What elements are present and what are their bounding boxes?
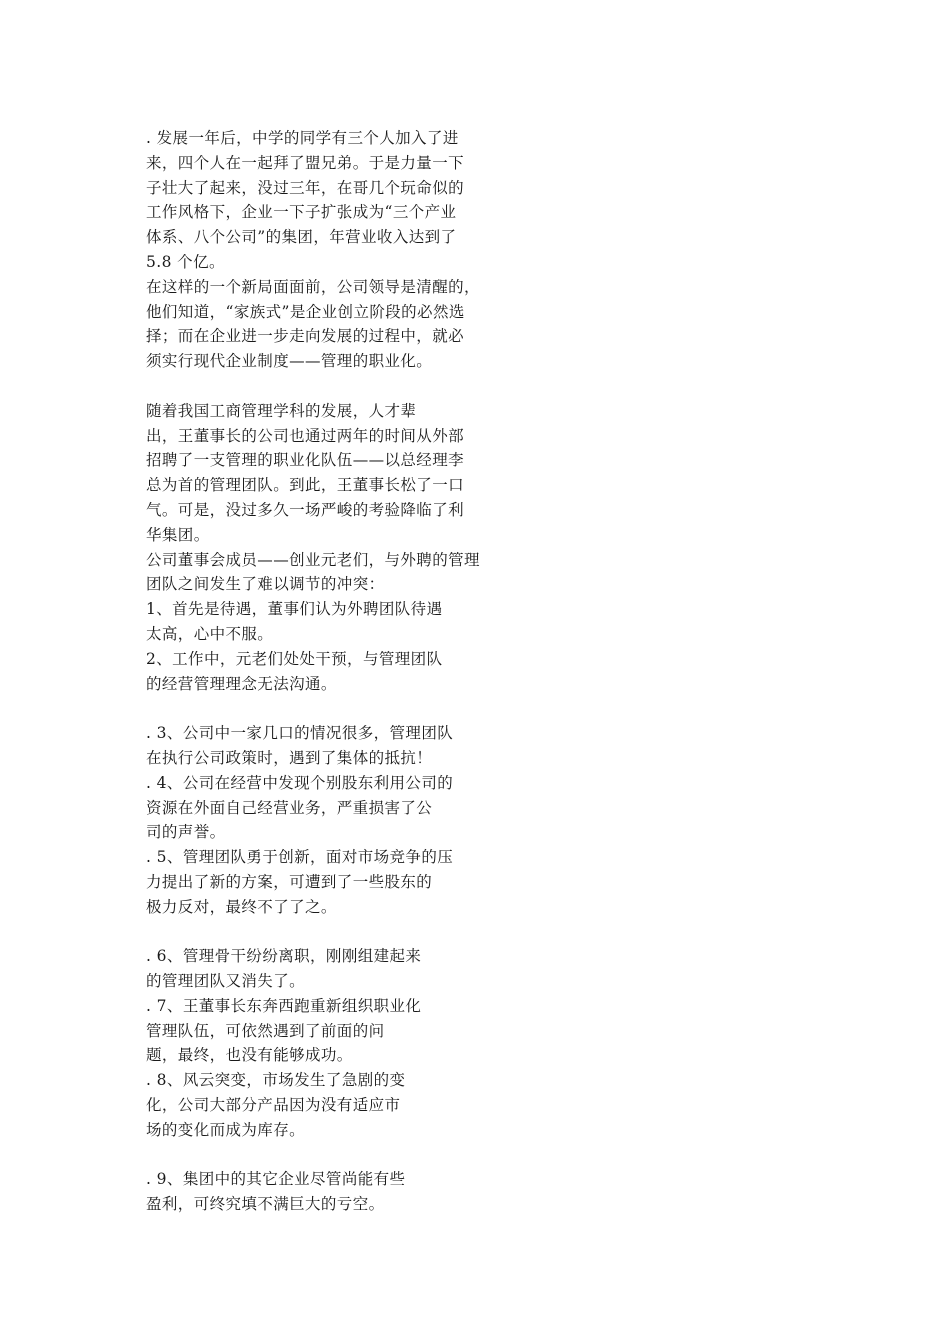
paragraph	[146, 1068, 526, 1142]
text-line: 资源在外面自己经营业务，严重损害了公	[146, 798, 433, 817]
text-line: 须实行现代企业制度——管理的职业化。	[146, 352, 433, 371]
text-line: 在执行公司政策时，遇到了集体的抵抗！	[146, 748, 433, 767]
paragraph	[146, 275, 526, 374]
text-line: . 8、风云突变，市场发生了急剧的变	[146, 1071, 406, 1090]
text-line: . 3、公司中一家几口的情况很多，管理团队	[146, 724, 454, 743]
text-line: 公司董事会成员——创业元老们，与外聘的管理	[146, 550, 480, 569]
paragraph	[146, 126, 526, 275]
text-line: . 4、公司在经营中发现个别股东利用公司的	[146, 773, 454, 792]
paragraph	[146, 994, 526, 1068]
paragraph	[146, 647, 526, 697]
text-line: 题，最终，也没有能够成功。	[146, 1046, 353, 1065]
text-line: . 5、管理团队勇于创新，面对市场竞争的压	[146, 848, 454, 867]
text-line: 他们知道，“家族式”是企业创立阶段的必然选	[146, 302, 465, 321]
text-line: 化，公司大部分产品因为没有适应市	[146, 1096, 401, 1115]
text-line: 子壮大了起来，没过三年，在哥几个玩命似的	[146, 178, 465, 197]
paragraph	[146, 548, 526, 598]
text-line: 管理队伍，可依然遇到了前面的问	[146, 1021, 385, 1040]
text-line: . 发展一年后，中学的同学有三个人加入了进	[146, 129, 459, 147]
paragraph	[146, 944, 526, 994]
paragraph	[146, 597, 526, 647]
text-line: 华集团。	[146, 525, 210, 544]
text-line: 场的变化而成为库存。	[146, 1120, 306, 1139]
text-line: . 9、集团中的其它企业尽管尚能有些	[146, 1170, 406, 1189]
text-line: . 6、管理骨干纷纷离职，刚刚组建起来	[146, 947, 422, 966]
text-line: 司的声誉。	[146, 823, 226, 842]
text-line: 团队之间发生了难以调节的冲突：	[146, 575, 385, 594]
text-line: 体系、八个公司”的集团，年营业收入达到了	[146, 228, 457, 247]
text-line: 太高，心中不服。	[146, 624, 274, 643]
text-line: 招聘了一支管理的职业化队伍——以总经理李	[146, 451, 465, 470]
text-line: 力提出了新的方案，可遭到了一些股东的	[146, 872, 433, 891]
paragraph-spacer	[146, 696, 526, 721]
paragraph	[146, 399, 526, 548]
text-line: 2、工作中，元老们处处干预，与管理团队	[146, 649, 443, 668]
paragraph	[146, 721, 526, 771]
text-line: 盈利，可终究填不满巨大的亏空。	[146, 1195, 385, 1214]
text-line: 择；而在企业进一步走向发展的过程中，就必	[146, 327, 465, 346]
text-line: 的经营管理理念无法沟通。	[146, 674, 337, 693]
text-line: 气。可是，没过多久一场严峻的考验降临了利	[146, 500, 465, 519]
text-line: 的管理团队又消失了。	[146, 972, 306, 991]
paragraph-spacer	[146, 920, 526, 945]
paragraph	[146, 771, 526, 845]
paragraph	[146, 1167, 526, 1217]
text-line: 出，王董事长的公司也通过两年的时间从外部	[146, 426, 465, 445]
text-line: 5.8 个亿。	[146, 252, 225, 271]
text-line: . 7、王董事长东奔西跑重新组织职业化	[146, 996, 422, 1015]
paragraph-spacer	[146, 1143, 526, 1168]
text-line: 随着我国工商管理学科的发展，人才辈	[146, 401, 417, 420]
text-line: 工作风格下，企业一下子扩张成为“三个产业	[146, 203, 457, 222]
document-body	[146, 126, 526, 1217]
text-line: 来，四个人在一起拜了盟兄弟。于是力量一下	[146, 153, 465, 172]
paragraph	[146, 845, 526, 919]
text-line: 极力反对，最终不了了之。	[146, 897, 337, 916]
text-line: 1、首先是待遇，董事们认为外聘团队待遇	[146, 600, 443, 619]
paragraph-spacer	[146, 374, 526, 399]
text-line: 在这样的一个新局面面前，公司领导是清醒的，	[146, 277, 480, 296]
text-line: 总为首的管理团队。到此，王董事长松了一口	[146, 476, 465, 495]
